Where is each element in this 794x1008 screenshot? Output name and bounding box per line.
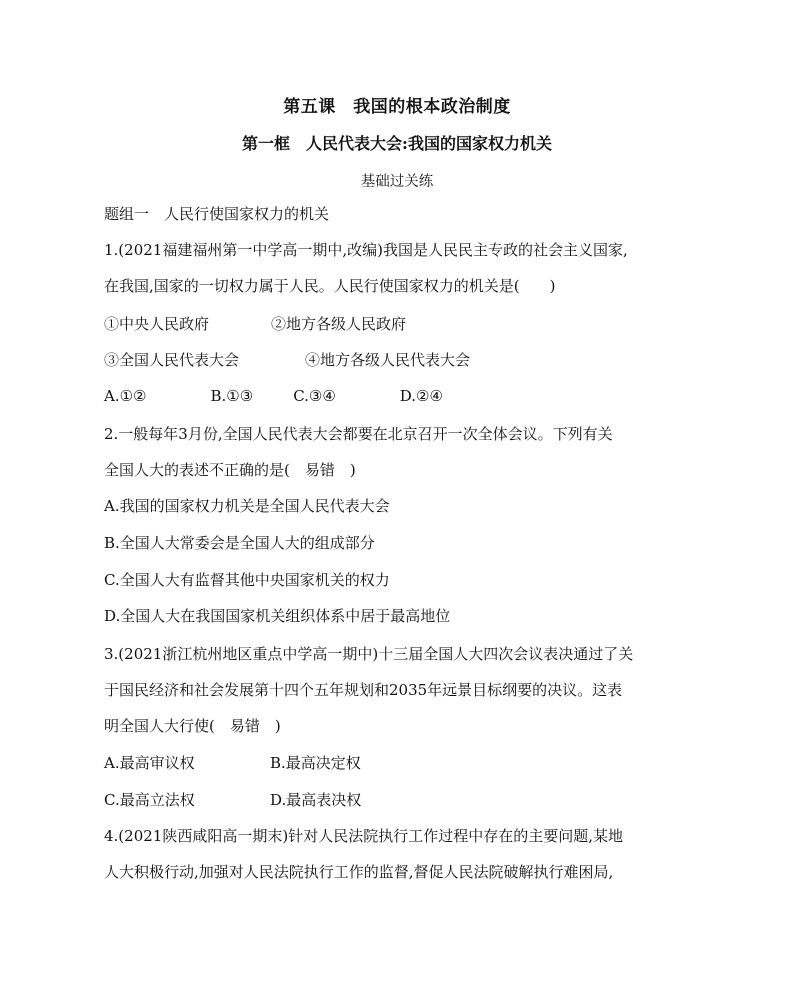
- question-3-options-row-1: [104, 753, 361, 773]
- question-3-options-row-2: [104, 790, 361, 810]
- question-2-option-b: B.全国人大常委会是全国人大的组成部分: [104, 534, 375, 552]
- question-3-option-c: C.最高立法权: [104, 791, 195, 809]
- question-1-item-4: ④地方各级人民代表大会: [305, 351, 471, 369]
- question-3-option-b: B.最高决定权: [270, 754, 361, 772]
- question-3-option-d: D.最高表决权: [270, 791, 362, 809]
- question-4-line-2: 人大积极行动,加强对人民法院执行工作的监督,督促人民法院破解执行难困局,: [104, 863, 614, 881]
- question-1-option-b: B.①③: [210, 387, 254, 405]
- question-1-line-1: 1.(2021福建福州第一中学高一期中,改编)我国是人民民主专政的社会主义国家,: [104, 241, 628, 259]
- question-1-item-2: ②地方各级人民政府: [271, 315, 407, 333]
- exercise-title: 基础过关练: [360, 174, 434, 190]
- question-3-option-a: A.最高审议权: [104, 754, 195, 772]
- question-1-option-a: A.①②: [104, 387, 147, 405]
- question-4-line-1: 4.(2021陕西咸阳高一期末)针对人民法院执行工作过程中存在的主要问题,某地: [104, 827, 623, 845]
- question-1-option-d: D.②④: [399, 387, 443, 405]
- question-2-line-2: 全国人大的表述不正确的是( 易错 ): [104, 461, 356, 479]
- section-title: 第一框 人民代表大会:我国的国家权力机关: [242, 134, 552, 153]
- question-2-option-a: A.我国的国家权力机关是全国人民代表大会: [104, 497, 390, 515]
- lesson-title: 第五课 我国的根本政治制度: [283, 97, 511, 117]
- question-3-line-1: 3.(2021浙江杭州地区重点中学高一期中)十三届全国人大四次会议表决通过了关: [104, 645, 634, 663]
- question-1-item-3: ③全国人民代表大会: [104, 351, 240, 369]
- question-1-options: [104, 386, 443, 406]
- question-1-items-row-1: [104, 314, 406, 334]
- question-1-option-c: C.③④: [293, 387, 336, 405]
- question-1-item-1: ①中央人民政府: [104, 315, 210, 333]
- question-2-line-1: 2.一般每年3月份,全国人民代表大会都要在北京召开一次全体会议。下列有关: [104, 425, 613, 443]
- question-2-option-c: C.全国人大有监督其他中央国家机关的权力: [104, 571, 390, 589]
- question-1-items-row-2: [104, 350, 470, 370]
- question-3-line-3: 明全国人大行使( 易错 ): [104, 717, 281, 735]
- question-1-line-2: 在我国,国家的一切权力属于人民。人民行使国家权力的机关是( ): [104, 277, 556, 295]
- question-2-option-d: D.全国人大在我国国家机关组织体系中居于最高地位: [104, 607, 451, 625]
- question-3-line-2: 于国民经济和社会发展第十四个五年规划和2035年远景目标纲要的决议。这表: [104, 681, 623, 699]
- group-heading: 题组一 人民行使国家权力的机关: [104, 205, 330, 223]
